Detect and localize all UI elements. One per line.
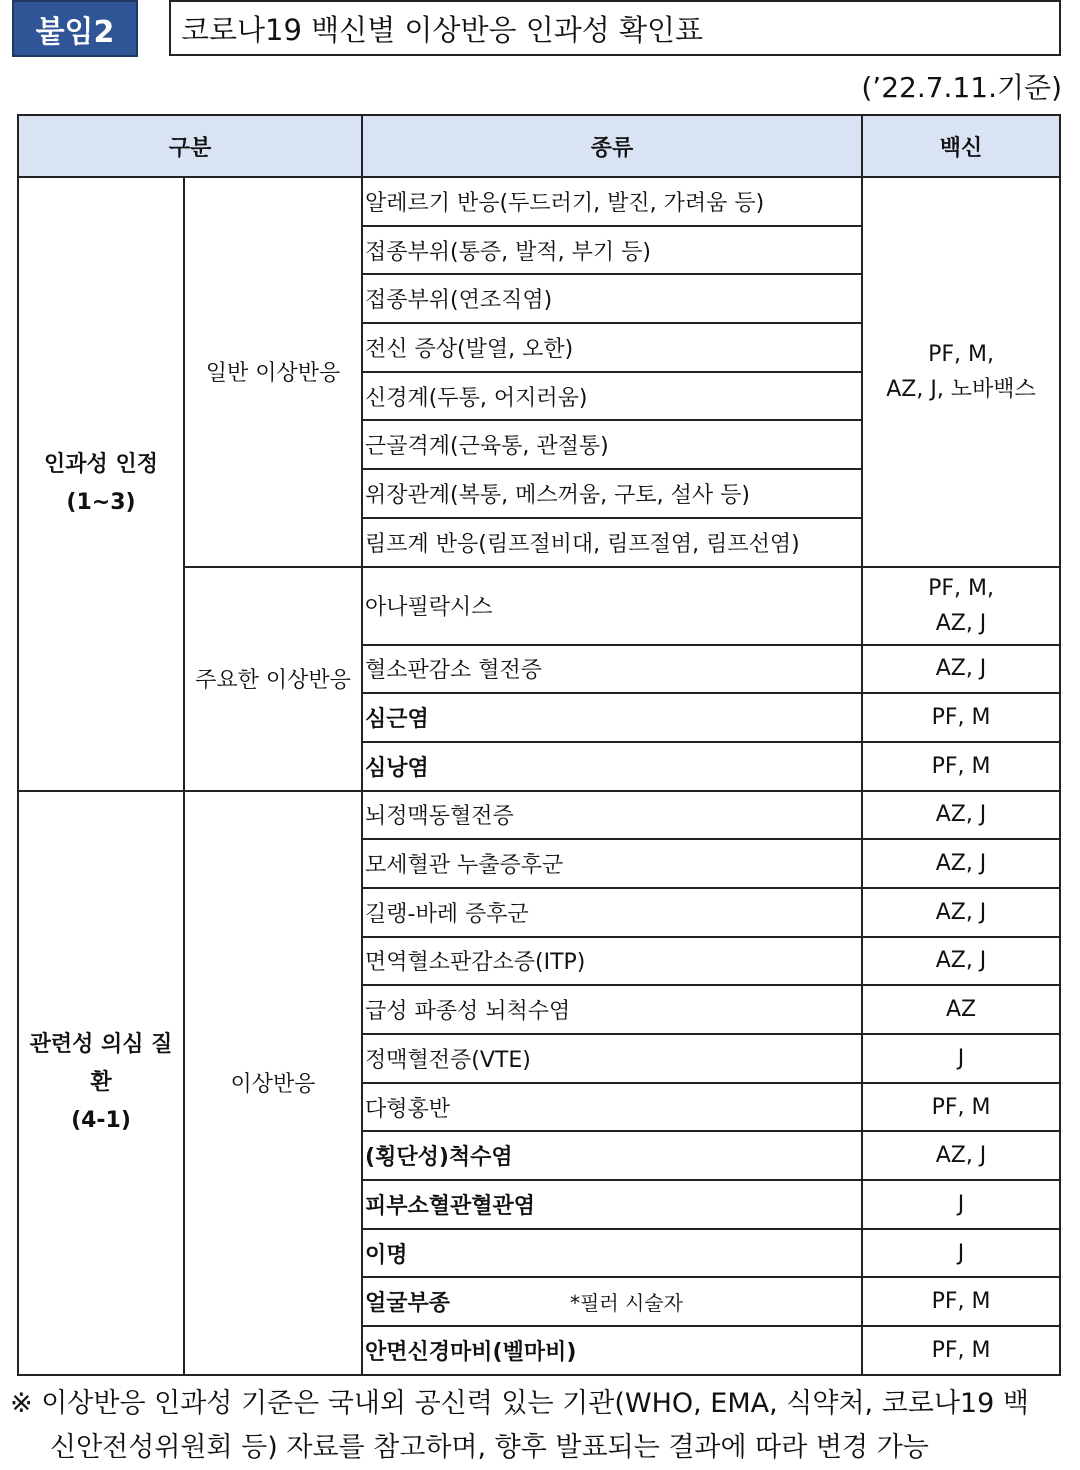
vaccine-cell: AZ, J [862, 1131, 1060, 1180]
vaccine-cell: AZ [862, 985, 1060, 1034]
vaccine-cell: AZ, J [862, 839, 1060, 888]
vaccine-cell: AZ, J [862, 645, 1060, 694]
vaccine-cell: J [862, 1229, 1060, 1278]
reaction-name: 림프계 반응(림프절비대, 림프절염, 림프선염) [362, 518, 862, 567]
reaction-cell [362, 1277, 862, 1326]
header-category: 구분 [18, 115, 362, 177]
attachment-badge: 붙임2 [12, 0, 138, 57]
reaction-name: 정맥혈전증(VTE) [362, 1034, 862, 1083]
group-code: (4-1) [71, 1107, 131, 1133]
reaction-name: 길랭-바레 증후군 [362, 888, 862, 937]
table-header-row [18, 115, 1060, 177]
footnote [10, 1382, 1070, 1470]
causality-table [17, 114, 1061, 1376]
vaccine-cell: J [862, 1180, 1060, 1229]
group-suspected-relation [18, 791, 184, 1375]
reaction-name: 심근염 [362, 693, 862, 742]
group-code: (1~3) [66, 489, 136, 515]
reaction-name: 급성 파종성 뇌척수염 [362, 985, 862, 1034]
table-row [18, 177, 1060, 226]
vaccine-cell [862, 177, 1060, 567]
group-causality-recognized [18, 177, 184, 791]
reaction-note: *필러 시술자 [570, 1291, 683, 1316]
group-label: 관련성 의심 질환 [29, 1031, 173, 1095]
reaction-name: 이명 [362, 1229, 862, 1278]
subgroup-general: 일반 이상반응 [184, 177, 362, 567]
vaccine-cell: PF, M [862, 1277, 1060, 1326]
reaction-name: 접종부위(연조직염) [362, 274, 862, 323]
reaction-name: 혈소판감소 혈전증 [362, 645, 862, 694]
vaccine-cell: PF, M [862, 1326, 1060, 1375]
reaction-name: 면역혈소판감소증(ITP) [362, 937, 862, 986]
footnote-line: 신안전성위원회 등) 자료를 참고하며, 향후 발표되는 결과에 따라 변경 가능 [50, 1432, 929, 1463]
header-vaccine: 백신 [862, 115, 1060, 177]
reaction-name: 위장관계(복통, 메스꺼움, 구토, 설사 등) [362, 469, 862, 518]
reaction-name: 안면신경마비(벨마비) [362, 1326, 862, 1375]
reaction-name: 피부소혈관혈관염 [362, 1180, 862, 1229]
subgroup-major: 주요한 이상반응 [184, 567, 362, 791]
reaction-name: 근골격계(근육통, 관절통) [362, 420, 862, 469]
vaccine-text: PF, M, [928, 341, 994, 367]
vaccine-cell: AZ, J [862, 888, 1060, 937]
vaccine-text: AZ, J [935, 610, 987, 636]
group-label: 인과성 인정 [44, 451, 158, 477]
reaction-name: 심낭염 [362, 742, 862, 791]
header-type: 종류 [362, 115, 862, 177]
reaction-name: 전신 증상(발열, 오한) [362, 323, 862, 372]
vaccine-cell: J [862, 1034, 1060, 1083]
page-title [169, 0, 1061, 56]
vaccine-cell: PF, M [862, 1083, 1060, 1132]
subgroup-adverse: 이상반응 [184, 791, 362, 1375]
vaccine-text: PF, M, [928, 575, 994, 601]
footnote-line: ※ 이상반응 인과성 기준은 국내외 공신력 있는 기관(WHO, EMA, 식약처, 코로나19 백 [10, 1388, 1029, 1419]
vaccine-cell: AZ, J [862, 937, 1060, 986]
page-title-text: 코로나19 백신별 이상반응 인과성 확인표 [181, 12, 703, 47]
vaccine-text: AZ, J, 노바백스 [886, 376, 1036, 402]
vaccine-cell [862, 567, 1060, 645]
vaccine-cell: PF, M [862, 742, 1060, 791]
reaction-name: 모세혈관 누출증후군 [362, 839, 862, 888]
vaccine-cell: AZ, J [862, 791, 1060, 840]
reaction-name: 다형홍반 [362, 1083, 862, 1132]
reference-date: (’22.7.11.기준) [861, 71, 1062, 104]
reaction-name: 접종부위(통증, 발적, 부기 등) [362, 226, 862, 275]
reaction-name: 얼굴부종 [365, 1291, 451, 1317]
reaction-name: 신경계(두통, 어지러움) [362, 372, 862, 421]
reaction-name: (횡단성)척수염 [362, 1131, 862, 1180]
reaction-name: 뇌정맥동혈전증 [362, 791, 862, 840]
reaction-name: 알레르기 반응(두드러기, 발진, 가려움 등) [362, 177, 862, 226]
vaccine-cell: PF, M [862, 693, 1060, 742]
table-row [18, 791, 1060, 840]
reaction-name: 아나필락시스 [362, 567, 862, 645]
